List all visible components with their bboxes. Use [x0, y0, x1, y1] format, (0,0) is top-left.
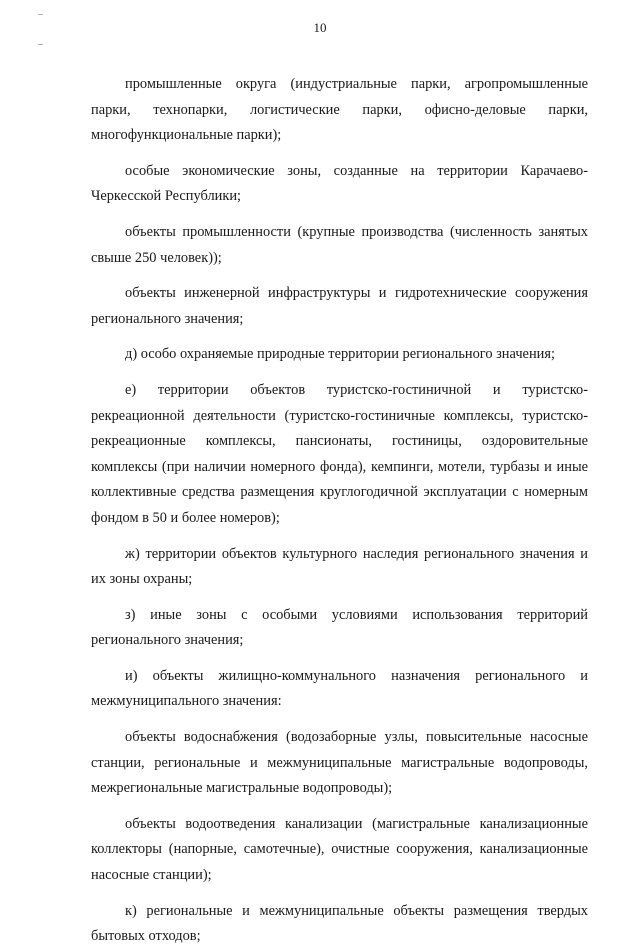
scan-mark	[38, 14, 43, 15]
paragraph-z-special-zones: з) иные зоны с особыми условиями использования территорий регионального значения;	[91, 606, 588, 649]
paragraph-water-disposal: объекты водоотведения канализации (магистральные канализационные коллекторы (напорные, самотечные), очистные сооружения, канализационные насосные станции);	[91, 815, 588, 884]
page-number: 10	[313, 20, 327, 35]
scan-mark	[38, 44, 43, 45]
paragraph-industrial-districts: промышленные округа (индустриальные парки, агропромышленные парки, технопарки, логистические парки, офисно-деловые парки, многофункциональные парки);	[91, 76, 588, 144]
paragraph-industrial-objects: объекты промышленности (крупные производства (численность занятых свыше 250 человек));	[91, 223, 588, 266]
document-body	[91, 72, 588, 950]
paragraph-i-housing-communal: и) объекты жилищно-коммунального назначения регионального и межмуниципального значения:	[91, 667, 588, 710]
paragraph-engineering-infrastructure: объекты инженерной инфраструктуры и гидротехнические сооружения регионального значения;	[91, 285, 588, 327]
paragraph-water-supply: объекты водоснабжения (водозаборные узлы, повысительные насосные станции, региональные и межмуниципальные магистральные водопроводы, межрегиональные магистральные водопроводы);	[91, 729, 588, 797]
paragraph-zh-cultural-heritage: ж) территории объектов культурного наследия регионального значения и их зоны охраны;	[91, 545, 588, 588]
paragraph-k-waste: к) региональные и межмуниципальные объекты размещения твердых бытовых отходов;	[91, 902, 588, 945]
paragraph-d-protected-areas: д) особо охраняемые природные территории регионального значения;	[125, 346, 555, 363]
paragraph-e-tourism: е) территории объектов туристско-гостиничной и туристско-рекреационной деятельности (туристско-гостиничные комплексы, туристско-рекреационные комплексы, пансионаты, гостиницы, оздоровительные комплексы (при наличии номерного фонда), кемпинги, мотели, турбазы и иные коллективные средства размещения круглогодичной эксплуатации с номерным фондом в 50 и более номеров);	[91, 381, 588, 526]
paragraph-special-economic-zones: особые экономические зоны, созданные на территории Карачаево-Черкесской Республики;	[91, 162, 588, 205]
